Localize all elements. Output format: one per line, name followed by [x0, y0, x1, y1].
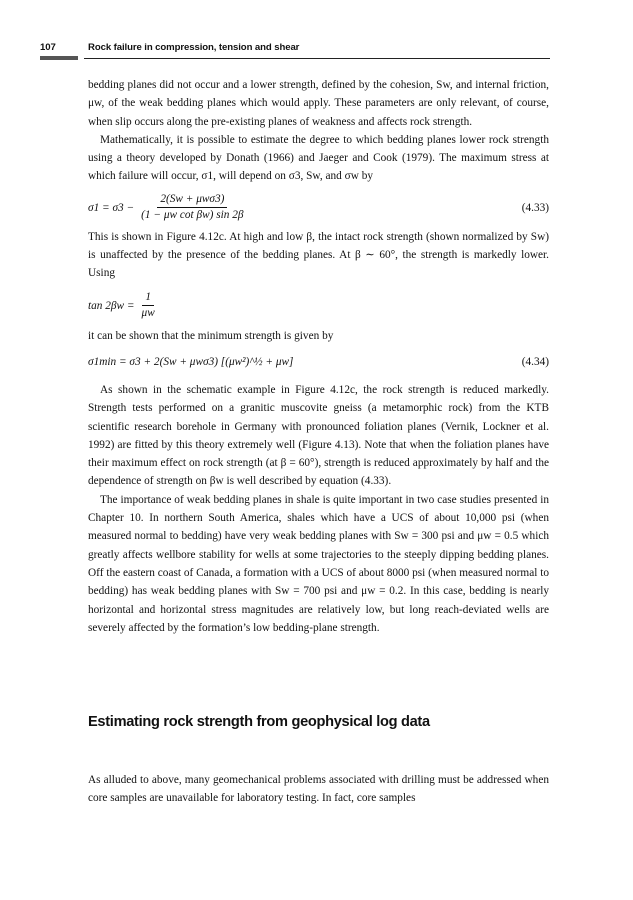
page-number: 107 — [40, 42, 56, 53]
equation-4-33-numerator: 2(Sw + μwσ3) — [157, 192, 227, 208]
equation-4-33-body — [88, 192, 251, 223]
section-body-text — [88, 771, 549, 808]
equation-4-34-number: (4.34) — [521, 355, 549, 368]
paragraph-4: it can be shown that the minimum strength is given by — [88, 329, 334, 342]
equation-4-33 — [88, 188, 549, 228]
equation-tan-body — [88, 290, 162, 321]
paragraph-1: bedding planes did not occur and a lower strength, defined by the cohesion, Sw, and internal friction, μw, of the weak bedding planes which would apply. These parameters are only relevant, of course, when slip occurs along the pre-existing planes of weakness and affects rock strength. — [88, 79, 549, 128]
equation-tan-numerator: 1 — [142, 290, 154, 306]
equation-tan-denominator: μw — [141, 307, 155, 320]
equation-4-34-body: σ1min = σ3 + 2(Sw + μwσ3) [(μw²)^½ + μw] — [88, 355, 294, 368]
equation-4-33-number: (4.33) — [521, 201, 549, 214]
paragraph-2: Mathematically, it is possible to estimate the degree to which bedding planes lower rock strength using a theory developed by Donath (1966) and Jaeger and Cook (1979). The maximum stress at which failure will occur, σ1, will depend on σ3, Sw, and σw by — [88, 133, 549, 183]
equation-tan — [88, 285, 549, 327]
paragraph-5: As shown in the schematic example in Figure 4.12c, the rock strength is reduced markedly. Strength tests performed on a granitic muscovite gneiss (a metamorphic rock) from the KTB scientific research borehole in Germany with pronounced foliation planes (Vernik, Lockner et al. 1992) are fitted by this theory extremely well (Figure 4.13). Note that when the foliation planes have their maximum effect on rock strength (at β = 60°), strength is reduced approximately by half and the dependence of strength on βw is well described by equation (4.33). — [88, 383, 549, 488]
section-heading: Estimating rock strength from geophysical log data — [88, 714, 430, 730]
equation-4-34 — [88, 347, 549, 377]
paragraph-3: This is shown in Figure 4.12c. At high and low β, the intact rock strength (shown normalized by Sw) is unaffected by the presence of the bedding planes. At β ∼ 60°, the strength is markedly lower. Using — [88, 230, 549, 280]
equation-4-33-denominator: (1 − μw cot βw) sin 2β — [141, 209, 244, 222]
header-tab-bar — [40, 56, 78, 60]
equation-4-33-lhs: σ1 = σ3 − — [88, 201, 135, 214]
section-paragraph-1: As alluded to above, many geomechanical problems associated with drilling must be addressed when core samples are unavailable for laboratory testing. In fact, core samples — [88, 774, 549, 805]
body-text — [88, 76, 549, 637]
header-rule — [84, 58, 550, 59]
paragraph-6: The importance of weak bedding planes in shale is quite important in two case studies presented in Chapter 10. In northern South America, shales which have a UCS of about 10,000 psi (when measured normal to bedding) have very weak bedding planes with Sw = 300 psi and μw = 0.5 which greatly affects wellbore stability for wells at some trajectories to the steeply dipping bedding planes. Off the eastern coast of Canada, a formation with a UCS of about 8000 psi (when measured normal to bedding) has weak bedding planes with Sw = 700 psi and μw = 0.2. In this case, bedding is nearly horizontal and horizontal stress magnitudes are relatively low, but long reach-deviated wells are severely affected by the formation’s low bedding-plane strength. — [88, 493, 549, 634]
chapter-title: Rock failure in compression, tension and shear — [88, 42, 300, 53]
equation-4-33-fraction — [138, 192, 246, 223]
running-head — [40, 42, 550, 56]
equation-tan-fraction — [139, 290, 158, 321]
equation-tan-lhs: tan 2βw = — [88, 299, 135, 312]
